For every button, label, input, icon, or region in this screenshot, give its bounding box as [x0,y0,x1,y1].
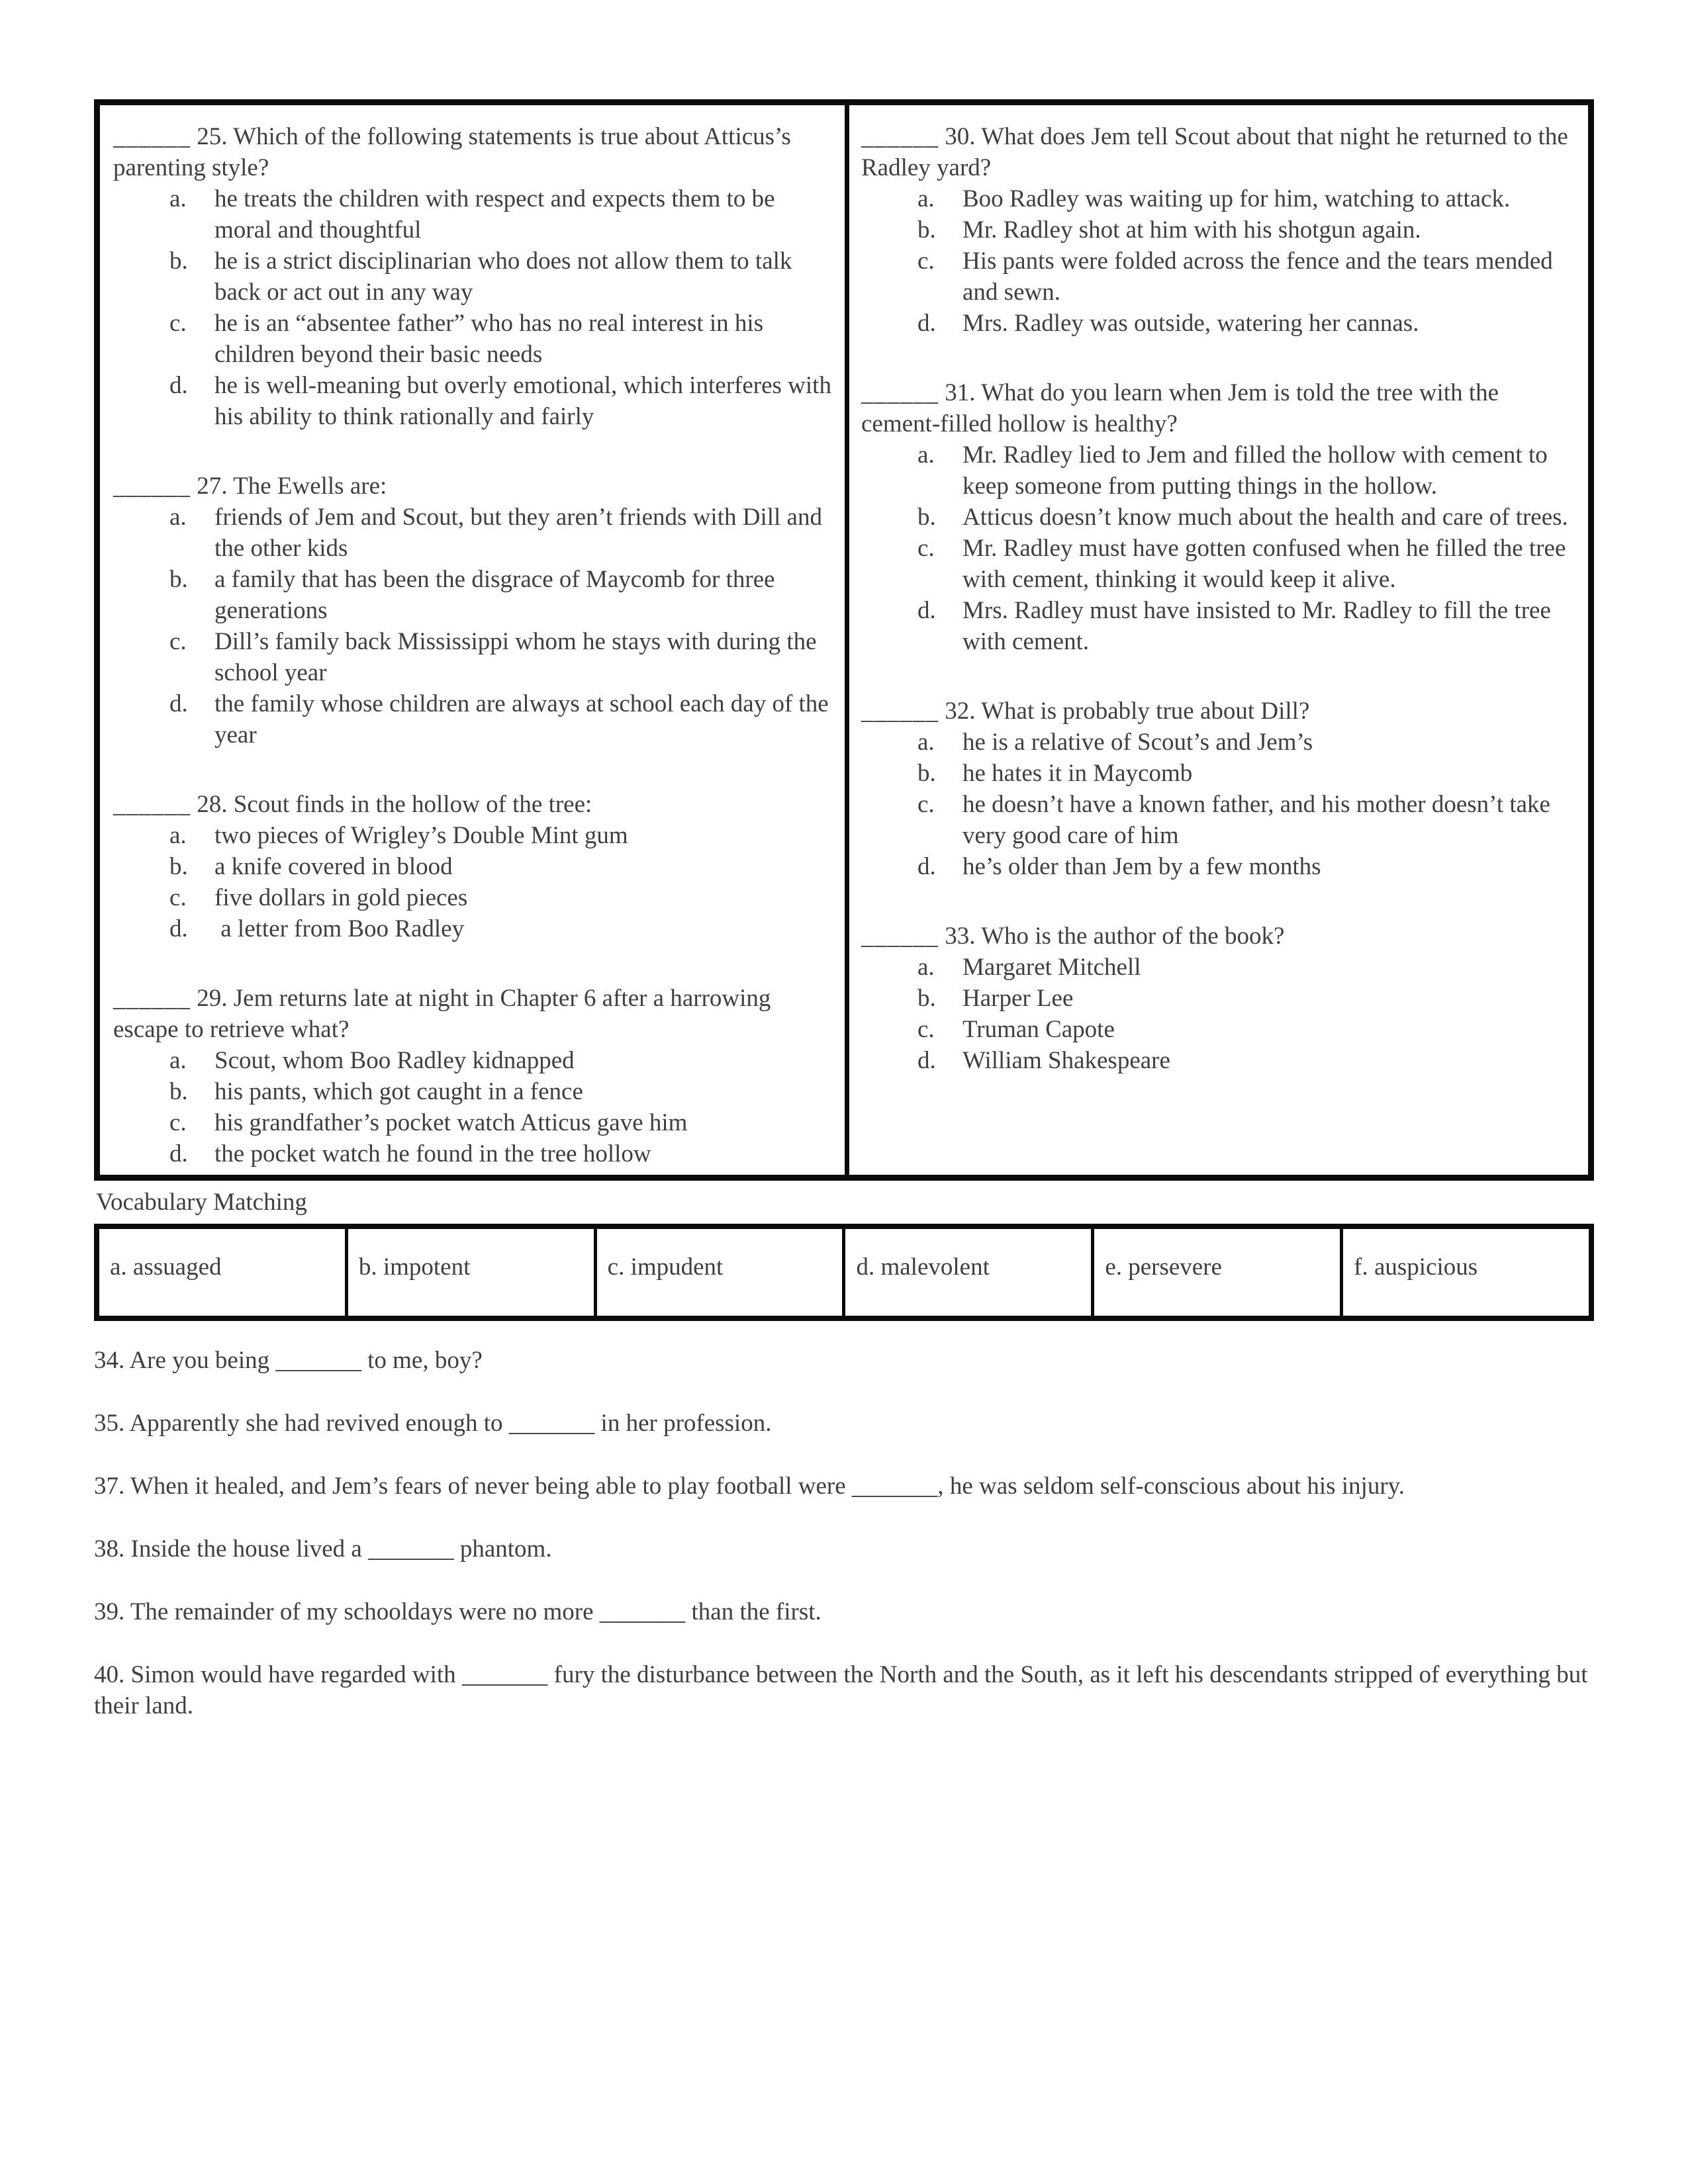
answer-option [169,564,833,626]
option-text: Margaret Mitchell [962,954,1141,981]
vocab-term-cell [1094,1229,1343,1316]
answer-option [917,308,1571,339]
question-number: 27. [197,473,228,500]
option-letter: c. [917,248,935,275]
vocab-term: e. persevere [1105,1253,1222,1281]
option-letter: d. [169,372,188,399]
answer-option [917,439,1571,502]
option-letter: c. [917,791,935,818]
answer-option [917,533,1571,595]
question [861,921,1571,1076]
vocab-term-cell [348,1229,597,1316]
question-number: 31. [945,379,976,406]
option-letter: d. [917,853,936,880]
question-prompt: What is probably true about Dill? [981,698,1310,725]
option-text: he is well-meaning but overly emotional, which interferes with his ability to think rationally and fairly [214,372,838,430]
vocab-term: d. malevolent [856,1253,990,1281]
answer-option [169,626,833,688]
answer-option [169,1138,833,1169]
option-text: Mrs. Radley was outside, watering her cannas. [962,310,1419,337]
option-letter: a. [917,729,935,756]
option-text: a knife covered in blood [214,853,453,880]
question [113,471,833,751]
option-letter: a. [169,1047,187,1074]
vocab-term-cell [1343,1229,1589,1316]
option-letter: c. [169,1109,187,1136]
question-number: 30. [945,123,976,150]
option-text: the family whose children are always at school each day of the year [214,690,835,749]
answer-option [169,1045,833,1076]
answer-option [169,913,833,944]
option-text: Dill’s family back Mississippi whom he stays with during the school year [214,628,823,686]
vocab-term-cell [845,1229,1094,1316]
answer-blank: ______ [113,985,191,1012]
fill-in-sentence: 38. Inside the house lived a _______ phantom. [94,1535,552,1563]
option-text: Mr. Radley shot at him with his shotgun again. [962,216,1421,244]
answer-option [917,183,1571,214]
option-text: Truman Capote [962,1016,1115,1043]
option-text: he treats the children with respect and expects them to be moral and thoughtful [214,185,781,244]
question-number: 25. [197,123,228,150]
option-letter: b. [917,985,936,1012]
option-letter: c. [169,884,187,911]
option-letter: b. [917,216,936,244]
option-letter: b. [169,1078,188,1105]
vocab-term: c. impudent [607,1253,724,1281]
fill-in-sentence: 39. The remainder of my schooldays were no more _______ than the first. [94,1598,821,1625]
vocabulary-matching-table [94,1224,1594,1321]
question [113,789,833,944]
question-heading [113,471,833,502]
answer-option [917,727,1571,758]
option-text: Mr. Radley must have gotten confused when he filled the tree with cement, thinking it would keep it alive. [962,535,1572,593]
answer-option [169,502,833,564]
answer-blank: ______ [861,379,939,406]
question-prompt: The Ewells are: [233,473,387,500]
answer-blank: ______ [113,791,191,818]
option-letter: d. [917,310,936,337]
fill-in-sentence: 40. Simon would have regarded with _______ fury the disturbance between the North and the South, as it left his descendants stripped of everything but their land. [94,1661,1594,1719]
answer-option [169,183,833,246]
answer-blank: ______ [113,473,191,500]
answer-option [169,1076,833,1107]
question [861,121,1571,339]
question-column-right [849,105,1588,1175]
fill-in-sentence: 35. Apparently she had revived enough to _______ in her profession. [94,1410,772,1437]
option-letter: d. [917,1047,936,1074]
option-letter: c. [169,310,187,337]
option-letter: d. [169,690,188,717]
answer-option [169,1107,833,1138]
answer-option [917,1045,1571,1076]
option-text: he is a relative of Scout’s and Jem’s [962,729,1313,756]
answer-option [917,952,1571,983]
option-letter: b. [917,760,936,787]
option-text: His pants were folded across the fence and the tears mended and sewn. [962,248,1560,306]
question-prompt: What do you learn when Jem is told the tree with the cement-filled hollow is healthy? [861,379,1499,437]
option-text: his pants, which got caught in a fence [214,1078,583,1105]
question-number: 33. [945,923,976,950]
option-letter: c. [169,628,187,655]
option-text: his grandfather’s pocket watch Atticus gave him [214,1109,688,1136]
option-text: a family that has been the disgrace of Maycomb for three generations [214,566,781,624]
answer-option [917,246,1571,308]
answer-option [917,214,1571,246]
answer-blank: ______ [861,698,939,725]
option-letter: b. [169,853,188,880]
option-text: he is an “absentee father” who has no real interest in his children beyond their basic needs [214,310,770,368]
fill-in-the-blank-section [94,1345,1636,1721]
answer-blank: ______ [861,123,939,150]
answer-option [917,758,1571,789]
option-letter: b. [169,248,188,275]
option-text: he doesn’t have a known father, and his mother doesn’t take very good care of him [962,791,1557,849]
option-text: friends of Jem and Scout, but they aren’t friends with Dill and the other kids [214,504,829,562]
answer-option [169,882,833,913]
question-heading [861,377,1571,439]
question-heading [861,121,1571,183]
answer-option [169,688,833,751]
vocab-term-cell [99,1229,348,1316]
option-text: Mr. Radley lied to Jem and filled the hollow with cement to keep someone from putting things in the hollow. [962,441,1554,500]
option-letter: d. [169,915,188,942]
answer-option [917,595,1571,657]
multiple-choice-question-box [94,99,1594,1181]
answer-option [169,246,833,308]
option-text: five dollars in gold pieces [214,884,468,911]
option-letter: a. [917,185,935,212]
option-text: a letter from Boo Radley [214,915,465,942]
option-text: Harper Lee [962,985,1074,1012]
option-letter: b. [169,566,188,593]
answer-option [917,502,1571,533]
option-letter: c. [917,1016,935,1043]
question-heading [861,696,1571,727]
question-prompt: Who is the author of the book? [981,923,1285,950]
fill-in-sentence: 34. Are you being _______ to me, boy? [94,1347,483,1374]
vocab-term: f. auspicious [1354,1253,1478,1281]
option-letter: a. [169,185,187,212]
question [113,121,838,432]
question-heading [113,789,833,820]
question-number: 32. [945,698,976,725]
option-text: the pocket watch he found in the tree hollow [214,1140,651,1167]
vocab-term: b. impotent [358,1253,471,1281]
question-prompt: Which of the following statements is true about Atticus’s parenting style? [113,123,791,181]
answer-option [917,1014,1571,1045]
option-text: Atticus doesn’t know much about the health and care of trees. [962,504,1568,531]
question [861,696,1571,882]
option-text: two pieces of Wrigley’s Double Mint gum [214,822,628,849]
answer-option [169,851,833,882]
fill-in-sentence: 37. When it healed, and Jem’s fears of never being able to play football were _______, he was seldom self-conscious about his injury. [94,1473,1405,1500]
question-column-left [100,105,849,1175]
option-text: he’s older than Jem by a few months [962,853,1321,880]
question-heading [861,921,1571,952]
answer-option [917,789,1571,851]
answer-option [169,370,838,432]
question-number: 29. [197,985,228,1012]
answer-blank: ______ [113,123,191,150]
option-text: Mrs. Radley must have insisted to Mr. Radley to fill the tree with cement. [962,597,1558,655]
answer-option [169,820,833,851]
option-letter: b. [917,504,936,531]
option-text: he hates it in Maycomb [962,760,1193,787]
vocabulary-matching-heading: Vocabulary Matching [96,1189,307,1216]
option-text: William Shakespeare [962,1047,1170,1074]
question-heading [113,121,833,183]
question-prompt: Jem returns late at night in Chapter 6 after a harrowing escape to retrieve what? [113,985,771,1043]
answer-option [917,983,1571,1014]
answer-blank: ______ [861,923,939,950]
question-number: 28. [197,791,228,818]
vocab-term-cell [597,1229,846,1316]
question-prompt: What does Jem tell Scout about that night he returned to the Radley yard? [861,123,1568,181]
question-prompt: Scout finds in the hollow of the tree: [233,791,592,818]
answer-option [169,308,833,370]
answer-option [917,851,1571,882]
question [861,377,1571,657]
option-letter: c. [917,535,935,562]
option-letter: a. [169,822,187,849]
question [113,983,833,1169]
option-letter: a. [917,441,935,469]
vocab-term: a. assuaged [110,1253,222,1281]
option-letter: a. [917,954,935,981]
option-text: Boo Radley was waiting up for him, watching to attack. [962,185,1511,212]
option-letter: d. [169,1140,188,1167]
option-text: Scout, whom Boo Radley kidnapped [214,1047,575,1074]
question-heading [113,983,833,1045]
option-letter: d. [917,597,936,624]
option-text: he is a strict disciplinarian who does not allow them to talk back or act out in any way [214,248,798,306]
option-letter: a. [169,504,187,531]
